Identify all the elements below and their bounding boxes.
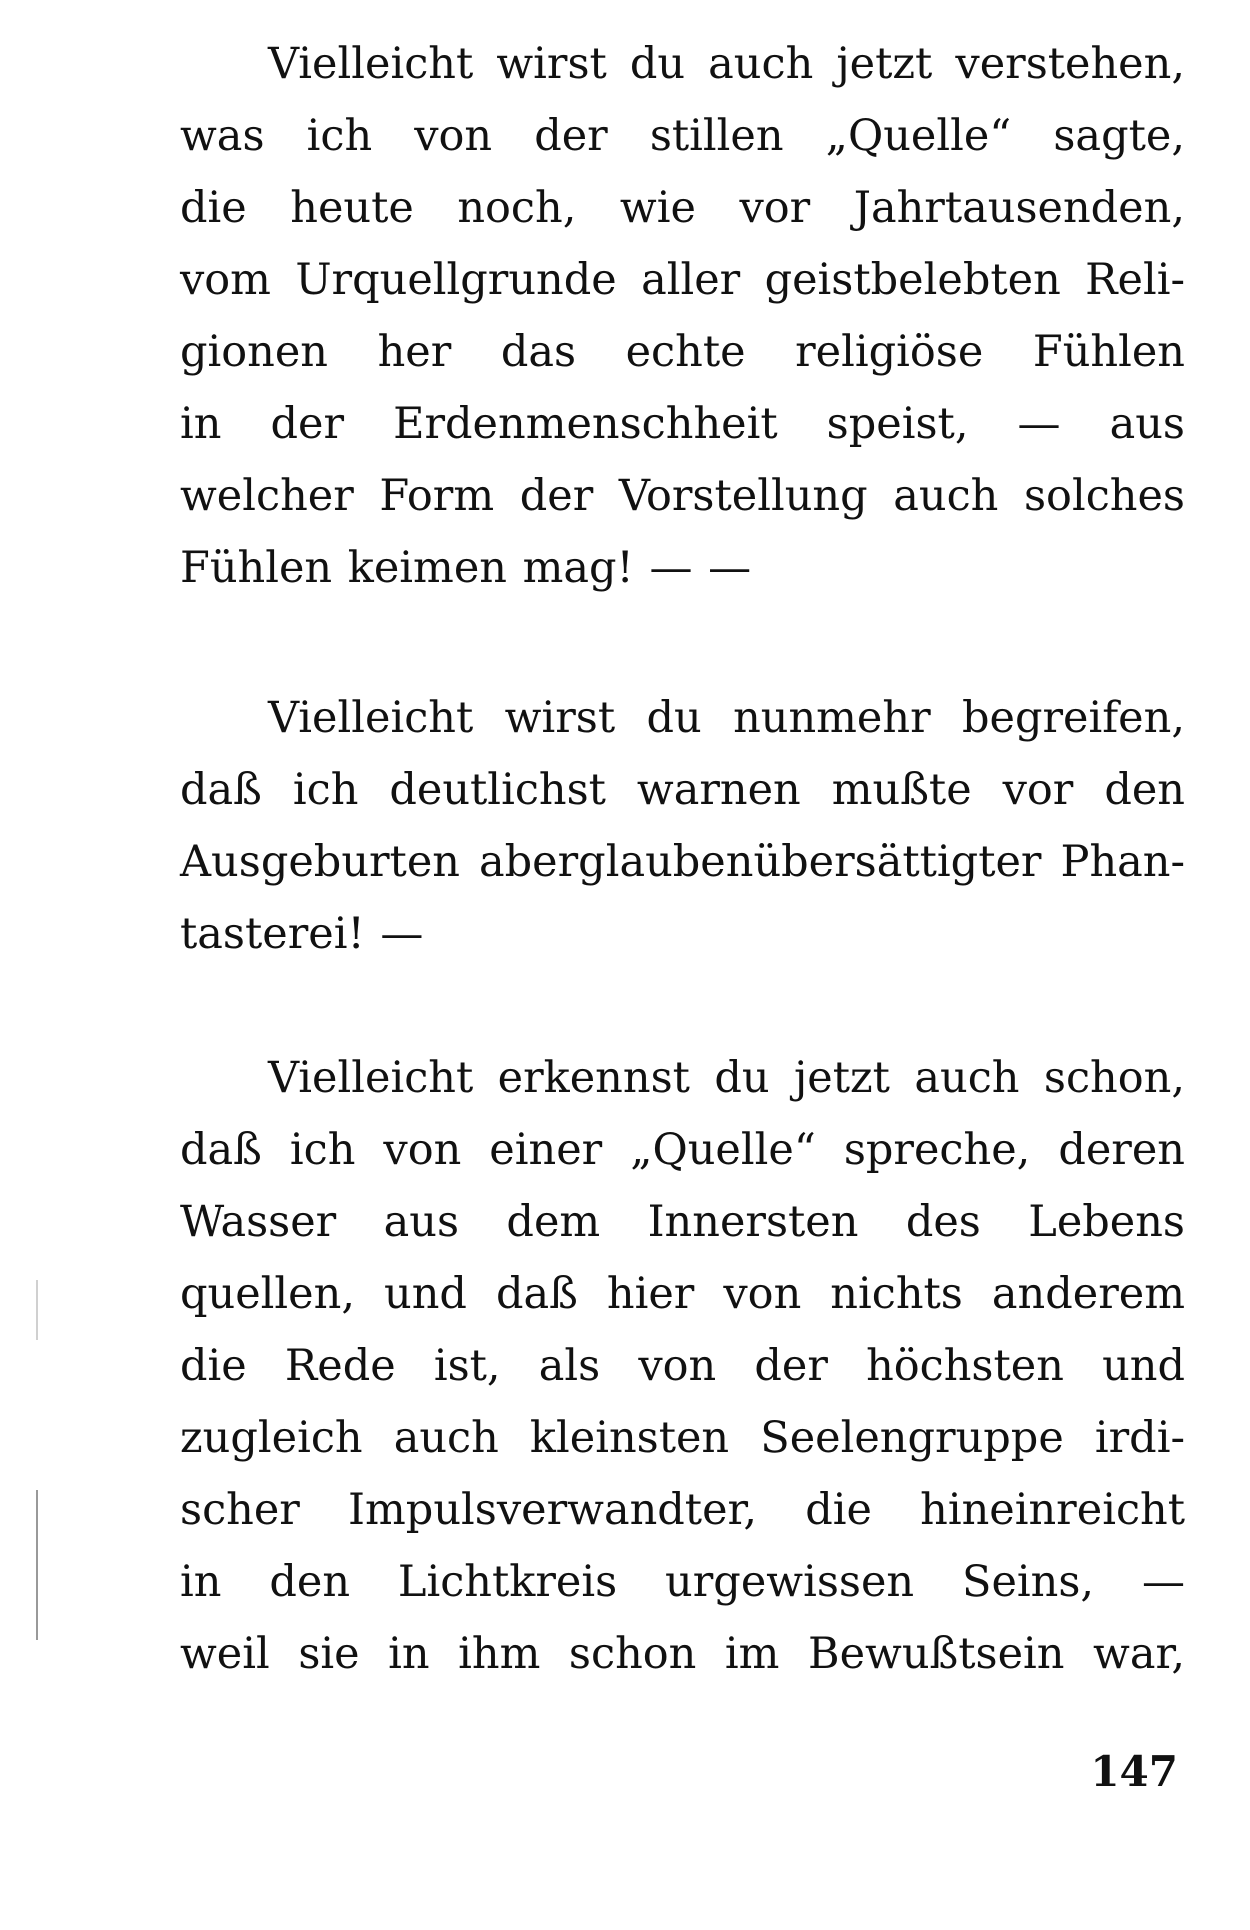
text-line: die Rede ist, als von der höchsten und [180, 1341, 1185, 1391]
text-line: daß ich von einer „Quelle“ spreche, deren [180, 1125, 1185, 1175]
text-line: was ich von der stillen „Quelle“ sagte, [180, 111, 1185, 161]
text-line: daß ich deutlichst warnen mußte vor den [180, 765, 1185, 815]
paragraph-3 [180, 1042, 1185, 1690]
text-line: quellen, und daß hier von nichts anderem [180, 1269, 1185, 1319]
scan-artifact-mark [36, 1280, 38, 1340]
text-line: in der Erdenmenschheit speist, — aus [180, 399, 1185, 449]
text-line: zugleich auch kleinsten Seelengruppe irdi- [180, 1413, 1185, 1463]
scan-artifact-mark [36, 1490, 38, 1640]
page-number: 147 [1090, 1747, 1178, 1796]
paragraph-1 [180, 28, 1185, 604]
text-line: Vielleicht wirst du auch jetzt verstehen, [268, 39, 1185, 89]
text-line: welcher Form der Vorstellung auch solches [180, 471, 1185, 521]
text-line: Vielleicht wirst du nunmehr begreifen, [268, 693, 1185, 743]
text-line: Ausgeburten aberglaubenübersättigter Phan- [180, 837, 1185, 887]
text-line: tasterei! — [180, 909, 424, 959]
text-line: vom Urquellgrunde aller geistbelebten Reli- [180, 255, 1185, 305]
text-line: gionen her das echte religiöse Fühlen [180, 327, 1185, 377]
text-line: die heute noch, wie vor Jahrtausenden, [180, 183, 1185, 233]
text-line: weil sie in ihm schon im Bewußtsein war, [180, 1629, 1185, 1679]
text-line: in den Lichtkreis urgewissen Seins, — [180, 1557, 1185, 1607]
text-line: Wasser aus dem Innersten des Lebens [180, 1197, 1185, 1247]
text-line: Fühlen keimen mag! — — [180, 543, 752, 593]
text-line: Vielleicht erkennst du jetzt auch schon, [268, 1053, 1185, 1103]
paragraph-2 [180, 682, 1185, 970]
text-line: scher Impulsverwandter, die hineinreicht [180, 1485, 1185, 1535]
